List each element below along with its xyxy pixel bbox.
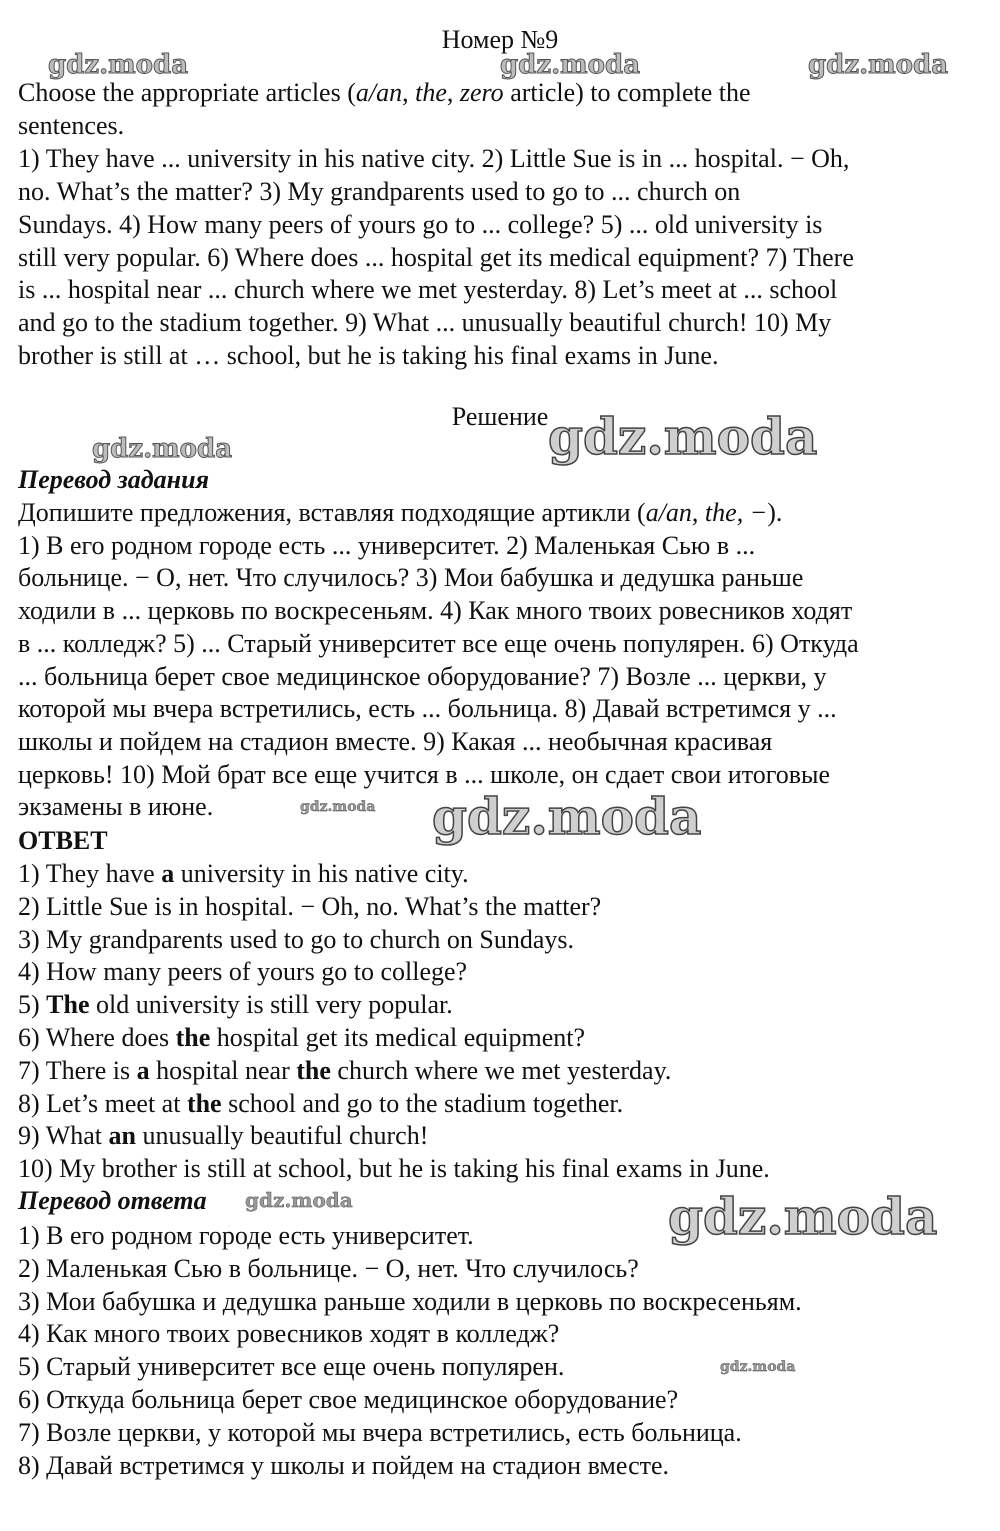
text-segment: 2) Маленькая Сью в больнице. − О, нет. Что случилось? (18, 1253, 639, 1283)
text-segment: sentences. (18, 110, 125, 140)
watermark: gdz.moda (500, 50, 641, 80)
text-segment: , (402, 78, 416, 107)
watermark: gdz.moda (48, 50, 189, 80)
answer-article: a (136, 1055, 150, 1085)
text-line (18, 306, 831, 339)
text-segment: school and go to the stadium together. (221, 1088, 624, 1118)
text-segment: 8) Давай встретимся у школы и пойдем на стадион вместе. (18, 1450, 670, 1480)
text-line (18, 1285, 802, 1318)
answer-article: The (46, 990, 90, 1020)
text-segment: 7) Возле церкви, у которой мы вчера встретились, есть больница. (18, 1417, 742, 1447)
watermark: gdz.moda (245, 1188, 353, 1212)
text-line (18, 529, 755, 562)
text-line (18, 692, 837, 725)
text-segment: Choose the appropriate articles ( (18, 78, 356, 107)
watermark: gdz.moda (808, 50, 949, 80)
text-segment: a/an, the, − (645, 498, 768, 527)
text-segment: 6) Where does (18, 1023, 176, 1052)
answer-article: a (161, 859, 175, 888)
text-segment: a/an (355, 78, 403, 107)
watermark: gdz.moda (548, 407, 818, 466)
text-segment: ... больница берет свое медицинское оборудование? 7) Возле ... церкви, у (18, 661, 827, 691)
text-segment: ходили в ... церковь по воскресеньям. 4) Как много твоих ровесников ходят (18, 596, 853, 626)
watermark: gdz.moda (432, 787, 702, 846)
text-segment: brother is still at … school, but he is taking his final exams in June. (18, 341, 719, 371)
text-line (18, 594, 852, 627)
text-segment: больнице. − О, нет. Что случилось? 3) Мои бабушка и дедушка раньше (18, 563, 804, 593)
text-line (18, 208, 822, 241)
answer-article: the (186, 1088, 222, 1118)
text-segment: 1) They have ... university in his native city. 2) Little Sue is in ... hospital. − Oh, (18, 143, 850, 173)
watermark: gdz.moda (720, 1359, 796, 1375)
text-line (18, 1252, 639, 1285)
translation-heading: Перевод задания (18, 465, 209, 494)
text-line (18, 1449, 669, 1482)
text-segment: hospital near (149, 1055, 297, 1085)
text-line (18, 725, 772, 758)
text-segment: 7) There is (18, 1055, 137, 1085)
watermark: gdz.moda (92, 434, 233, 464)
text-segment: церковь! 10) Мой брат все еще учится в ... школе, он сдает свои итоговые (18, 759, 831, 789)
text-line (18, 1416, 742, 1449)
text-line (18, 790, 213, 823)
text-segment: 3) My grandparents used to go to church on Sundays. (18, 924, 575, 954)
text-segment: 8) Let’s meet at (18, 1088, 187, 1118)
watermark: gdz.moda (300, 799, 376, 815)
answer-article: an (108, 1121, 136, 1151)
text-line (18, 923, 574, 956)
text-line (18, 1383, 678, 1416)
text-line (18, 76, 751, 109)
text-segment: university in his native city. (174, 859, 469, 888)
text-line (18, 955, 467, 988)
text-segment: 5) Старый университет все еще очень популярен. (18, 1352, 565, 1382)
text-line (18, 109, 124, 142)
text-segment: 1) They have (18, 859, 162, 888)
text-line (18, 660, 827, 693)
text-line (18, 627, 859, 660)
text-line (18, 175, 740, 208)
text-line (18, 1219, 474, 1252)
text-segment: 6) Откуда больница берет свое медицинское оборудование? (18, 1385, 679, 1414)
watermark: gdz.moda (668, 1187, 938, 1246)
text-segment: Допишите предложения, вставляя подходящие артикли ( (18, 498, 646, 527)
text-segment: 9) What (18, 1121, 109, 1151)
text-line (18, 273, 837, 306)
text-segment: в ... колледж? 5) ... Старый университет все еще очень популярен. 6) Откуда (18, 628, 859, 658)
text-segment: church where we met yesterday. (330, 1055, 672, 1085)
page-title: Номер №9 (441, 25, 559, 54)
text-segment: is ... hospital near ... church where we met yesterday. 8) Let’s meet at ... school (18, 275, 838, 305)
text-segment: , (446, 78, 460, 107)
text-line (18, 561, 803, 594)
text-segment: Sundays. 4) How many peers of yours go to ... college? 5) ... old university is (18, 209, 823, 239)
text-line (18, 758, 830, 791)
text-line (18, 890, 601, 923)
answer-article: the (296, 1055, 331, 1085)
text-line (18, 857, 469, 890)
text-line (18, 1054, 671, 1087)
text-line (18, 1021, 585, 1054)
text-segment: 1) В его родном городе есть университет. (18, 1221, 474, 1250)
text-segment: 1) В его родном городе есть ... университет. 2) Маленькая Сью в ... (18, 530, 756, 560)
text-segment: still very popular. 6) Where does ... hospital get its medical equipment? 7) There (18, 242, 854, 272)
text-segment: unusually beautiful church! (135, 1121, 429, 1151)
text-line (18, 1152, 770, 1185)
text-segment: and go to the stadium together. 9) What ... unusually beautiful church! 10) My (18, 308, 832, 338)
text-line (18, 988, 453, 1021)
text-line (18, 142, 849, 175)
text-segment: no. What’s the matter? 3) My grandparents used to go to ... church on (18, 176, 741, 206)
text-segment: article) to complete the (503, 78, 751, 107)
text-segment: ). (767, 498, 783, 527)
text-line (18, 1119, 428, 1152)
text-segment: zero (459, 78, 504, 107)
text-segment: которой мы вчера встретились, есть ... больница. 8) Давай встретимся у ... (18, 694, 837, 724)
text-line (18, 339, 718, 372)
text-line (18, 1087, 623, 1120)
text-segment: 2) Little Sue is in hospital. − Oh, no. What’s the matter? (18, 891, 602, 921)
text-line (18, 496, 782, 529)
text-segment: школы и пойдем на стадион вместе. 9) Какая ... необычная красивая (18, 726, 773, 756)
text-line (18, 241, 854, 274)
text-segment: 4) Как много твоих ровесников ходят в колледж? (18, 1319, 560, 1349)
answer-translation-heading: Перевод ответа (18, 1186, 207, 1215)
text-segment: экзамены в июне. (18, 792, 214, 822)
text-segment: hospital get its medical equipment? (210, 1023, 586, 1052)
text-segment: 3) Мои бабушка и дедушка раньше ходили в церковь по воскресеньям. (18, 1286, 802, 1316)
answer-heading: ОТВЕТ (18, 826, 108, 855)
solution-label: Решение (451, 402, 549, 431)
text-line (18, 1317, 559, 1350)
text-segment: the (415, 78, 447, 107)
text-segment: 4) How many peers of yours go to college? (18, 957, 468, 987)
answer-article: the (175, 1023, 211, 1052)
text-line (18, 1350, 564, 1383)
text-segment: old university is still very popular. (89, 990, 453, 1020)
text-segment: 10) My brother is still at school, but he is taking his final exams in June. (18, 1154, 770, 1184)
text-segment: 5) (18, 990, 47, 1020)
